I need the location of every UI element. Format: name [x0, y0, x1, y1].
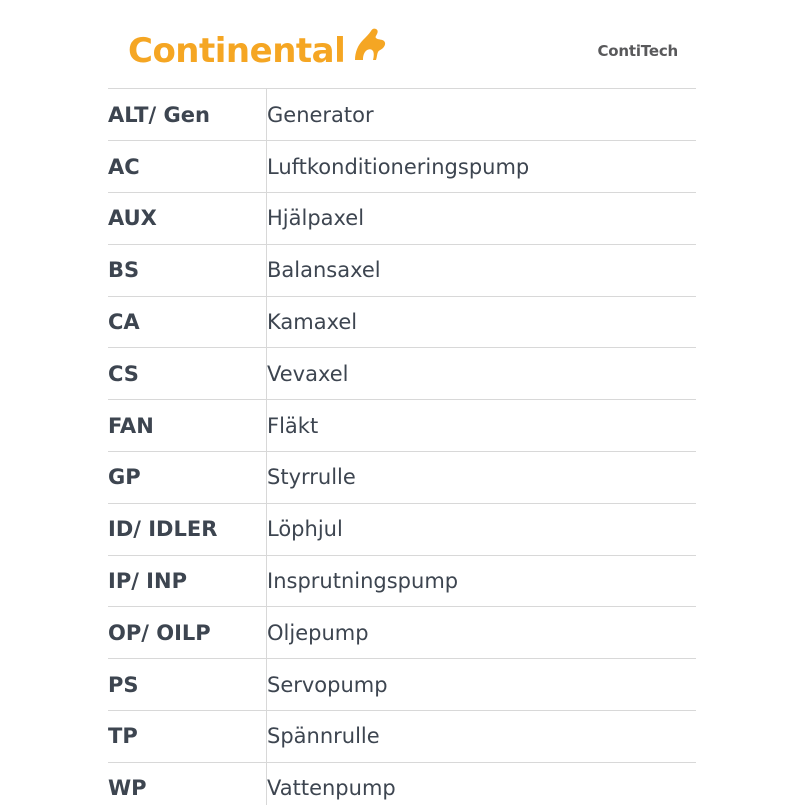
- abbr-code: GP: [108, 452, 267, 504]
- abbreviation-table: [108, 89, 696, 805]
- table-row: [108, 555, 696, 607]
- abbr-code: FAN: [108, 400, 267, 452]
- table-row: [108, 348, 696, 400]
- abbr-desc: Vevaxel: [267, 348, 697, 400]
- abbr-desc: Kamaxel: [267, 296, 697, 348]
- table-row: [108, 762, 696, 805]
- abbr-desc: Spännrulle: [267, 711, 697, 763]
- abbr-desc: Hjälpaxel: [267, 193, 697, 245]
- abbreviation-sheet: [108, 10, 696, 805]
- abbr-code: WP: [108, 762, 267, 805]
- abbr-code: IP/ INP: [108, 555, 267, 607]
- table-row: [108, 141, 696, 193]
- continental-logo: [128, 26, 391, 75]
- left-margin: [0, 0, 108, 805]
- horse-logo-icon: [349, 26, 391, 71]
- table-row: [108, 89, 696, 141]
- abbr-desc: Fläkt: [267, 400, 697, 452]
- abbr-code: AUX: [108, 193, 267, 245]
- logo-wordmark: Continental: [128, 30, 346, 71]
- abbr-desc: Generator: [267, 89, 697, 141]
- table-row: [108, 711, 696, 763]
- table-row: [108, 296, 696, 348]
- abbr-desc: Servopump: [267, 659, 697, 711]
- abbr-code: PS: [108, 659, 267, 711]
- abbr-desc: Löphjul: [267, 503, 697, 555]
- table-row: [108, 400, 696, 452]
- table-row: [108, 193, 696, 245]
- abbr-desc: Luftkonditioneringspump: [267, 141, 697, 193]
- contitech-wordmark: ContiTech: [597, 42, 678, 60]
- abbr-code: TP: [108, 711, 267, 763]
- table-row: [108, 244, 696, 296]
- abbr-code: AC: [108, 141, 267, 193]
- abbr-code: BS: [108, 244, 267, 296]
- abbr-code: CA: [108, 296, 267, 348]
- right-margin: [697, 0, 805, 805]
- abbr-desc: Oljepump: [267, 607, 697, 659]
- abbr-desc: Vattenpump: [267, 762, 697, 805]
- abbr-desc: Balansaxel: [267, 244, 697, 296]
- brand-header: [108, 10, 696, 89]
- abbr-code: ID/ IDLER: [108, 503, 267, 555]
- table-row: [108, 503, 696, 555]
- table-row: [108, 659, 696, 711]
- abbr-code: CS: [108, 348, 267, 400]
- abbr-code: ALT/ Gen: [108, 89, 267, 141]
- table-row: [108, 452, 696, 504]
- table-row: [108, 607, 696, 659]
- abbr-desc: Styrrulle: [267, 452, 697, 504]
- table-body: [108, 89, 696, 805]
- abbr-desc: Insprutningspump: [267, 555, 697, 607]
- abbr-code: OP/ OILP: [108, 607, 267, 659]
